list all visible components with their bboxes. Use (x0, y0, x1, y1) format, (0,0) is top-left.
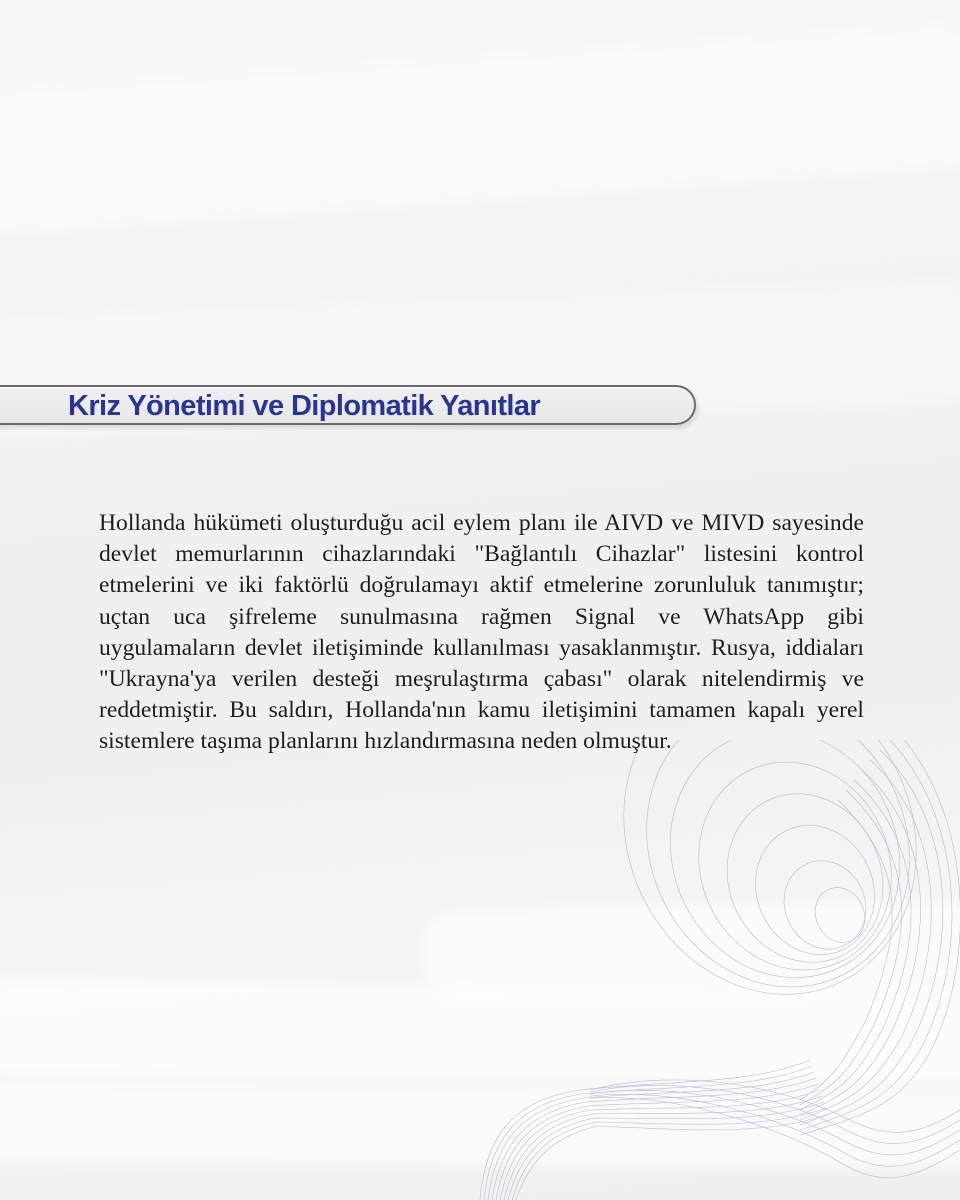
background-light-band (0, 24, 960, 236)
background-light-band (0, 1082, 960, 1167)
section-title-banner (0, 385, 696, 425)
background-light-band (0, 980, 960, 1086)
body-paragraph: Hollanda hükümeti oluşturduğu acil eylem planı ile AIVD ve MIVD sayesinde devlet memurlarının cihazlarındaki "Bağlantılı Cihazlar" listesini kontrol etmelerini ve iki faktörlü doğrulamayı aktif etmelerine zorunluluk tanımıştır; uçtan uca şifreleme sunulmasına rağmen Signal ve WhatsApp gibi uygulamaların devlet iletişiminde kullanılması yasaklanmıştır. Rusya, iddiaları "Ukrayna'ya verilen desteği meşrulaştırma çabası" olarak nitelendirmiş ve reddetmiştir. Bu saldırı, Hollanda'nın kamu iletişimini tamamen kapalı yerel sistemlere taşıma planlarını hızlandırmasına neden olmuştur. (99, 510, 864, 755)
section-title: Kriz Yönetimi ve Diplomatik Yanıtlar (68, 390, 541, 422)
